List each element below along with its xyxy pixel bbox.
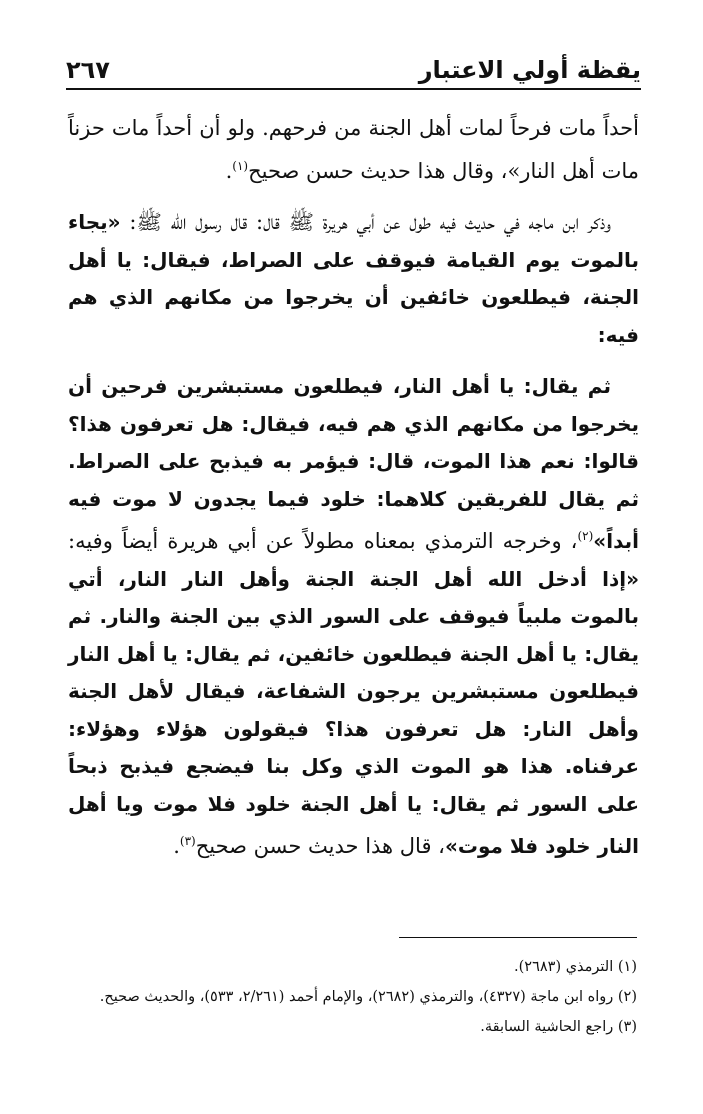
running-title: يقظة أولي الاعتبار [418, 56, 641, 84]
footnote-ref-2[interactable]: (٢) [577, 529, 594, 543]
paragraph-3-end: . [173, 834, 180, 858]
paragraph-1 [68, 110, 639, 190]
paragraph-1-text: أحداً مات فرحاً لمات أهل الجنة من فرحهم. ولو أن أحداً مات حزناً مات أهل النار»، وقال هذا حديث حسن صحيح [68, 116, 639, 183]
paragraph-2-intro: وذكر ابن ماجه في حديث فيه طول عن أبي هريرة ﷺ قال: قال رسول الله ﷺ: [120, 210, 611, 234]
paragraph-3-end-text: ، قال هذا حديث حسن صحيح [195, 834, 445, 858]
page-number: ٢٦٧ [66, 56, 110, 84]
page-header [66, 46, 641, 86]
footnote-ref-1[interactable]: (١) [232, 158, 249, 173]
footnote-divider [399, 937, 637, 938]
paragraph-2 [68, 204, 639, 354]
paragraph-3-middle: ، وخرجه الترمذي بمعناه مطولاً عن أبي هريرة أيضاً وفيه: [68, 529, 578, 553]
footnote-ref-3[interactable]: (٣) [179, 834, 196, 848]
header-divider [66, 88, 641, 90]
footnote-2: (٢) رواه ابن ماجة (٤٣٢٧)، والترمذي (٢٦٨٢)، والإمام أحمد (٢/٢٦١، ٥٣٣)، والحديث صحيح. [99, 989, 637, 1005]
footnote-1: (١) الترمذي (٢٦٨٣). [514, 959, 637, 975]
footnotes [68, 952, 637, 1042]
paragraph-1-end: . [225, 158, 233, 183]
hadith-quote-1: «يجاء بالموت يوم القيامة فيوقف على الصراط، فيقال: يا أهل الجنة، فيطلعون خائفين أن يخرجوا من مكانهم الذي هم فيه: [68, 210, 639, 347]
hadith-quote-3: «إذا أدخل الله أهل الجنة الجنة وأهل النار النار، أتي بالموت ملبياً فيوقف على السور الذي بين الجنة والنار. ثم يقال: يا أهل الجنة فيطلعون خائفين، ثم يقال: يا أهل النار فيطلعون مستبشرين يرجون الشفاعة، فيقال لأهل الجنة وأهل النار: هل تعرفون هذا؟ فيقولون هؤلاء وهؤلاء: عرفناه. هذا هو الموت الذي وكل بنا فيضجع فيذبح ذبحاً على السور ثم يقال: يا أهل الجنة خلود فلا موت ويا أهل النار خلود فلا موت» [68, 566, 639, 858]
paragraph-3 [68, 368, 639, 866]
hadith-quote-2: ثم يقال: يا أهل النار، فيطلعون مستبشرين فرحين أن يخرجوا من مكانهم الذي هم فيه، فيقال: هل تعرفون هذا؟ قالوا: نعم هذا الموت، قال: فيؤمر به فيذبح على الصراط. ثم يقال للفريقين كلاهما: خلود فيما يجدون لا موت فيه أبداً» [68, 374, 639, 553]
main-text [68, 110, 639, 880]
footnote-3: (٣) راجع الحاشية السابقة. [480, 1019, 637, 1035]
